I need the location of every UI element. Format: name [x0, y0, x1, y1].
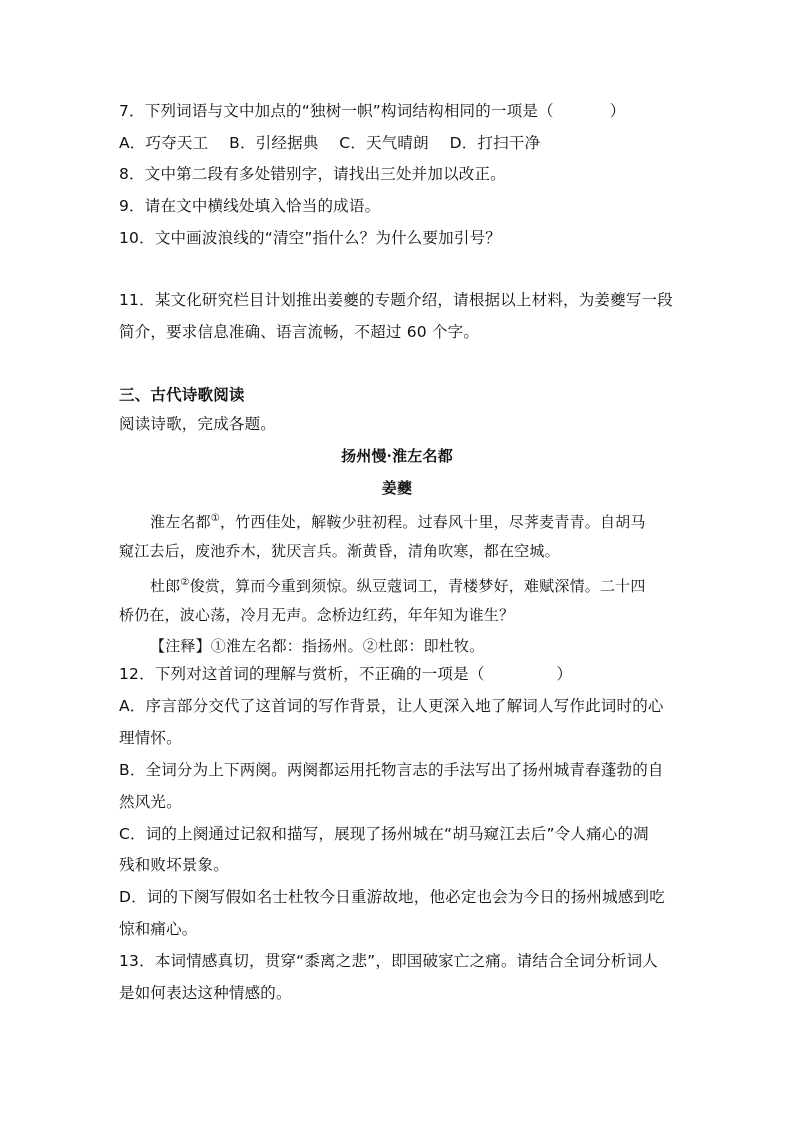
question-12-option-b-line-1: B．全词分为上下两阕。两阕都运用托物言志的手法写出了扬州城青春蓬勃的自 — [119, 761, 664, 779]
poem-stanza-2-line-2: 桥仍在，波心荡，冷月无声。念桥边红药，年年知为谁生？ — [119, 606, 515, 624]
footnote-marker: ② — [180, 577, 190, 588]
question-12-option-d-line-1: D．词的下阕写假如名士杜牧今日重游故地，他必定也会为今日的扬州城感到吃 — [119, 888, 665, 906]
question-12-option-d-line-2: 惊和痛心。 — [119, 920, 198, 938]
poem-author: 姜夔 — [381, 479, 413, 497]
poem-stanza-1-line-1 — [150, 509, 646, 532]
question-13-line-2: 是如何表达这种情感的。 — [119, 984, 292, 1002]
question-12-option-b-line-2: 然风光。 — [119, 793, 182, 811]
question-10: 10．文中画波浪线的“清空”指什么？为什么要加引号？ — [119, 229, 501, 247]
poem-stanza-1-line-2: 窥江去后，废池乔木，犹厌言兵。渐黄昏，清角吹寒，都在空城。 — [119, 542, 560, 560]
section-3-instruction: 阅读诗歌，完成各题。 — [119, 415, 277, 433]
question-9: 9．请在文中横线处填入恰当的成语。 — [119, 197, 381, 215]
question-7-stem — [119, 101, 625, 121]
question-12-option-c-line-1: C．词的上阕通过记叙和描写，展现了扬州城在“胡马窥江去后”令人痛心的凋 — [119, 825, 649, 843]
question-11-line-1: 11．某文化研究栏目计划推出姜夔的专题介绍，请根据以上材料，为姜夔写一段 — [119, 291, 673, 309]
question-12-option-a-line-1: A．序言部分交代了这首词的写作背景，让人更深入地了解词人写作此词时的心 — [119, 697, 664, 715]
poem-text: 杜郎 — [150, 577, 181, 595]
question-7-options: A．巧夺天工 B．引经据典 C．天气晴朗 D．打扫干净 — [119, 134, 541, 152]
question-12-option-c-line-2: 残和败坏景象。 — [119, 856, 229, 874]
poem-text: ，竹西佳处，解鞍少驻初程。过春风十里，尽荠麦青青。自胡马 — [219, 513, 646, 531]
poem-text: 淮左名都 — [150, 513, 211, 531]
question-7-text: 7．下列词语与文中加点的“独树一帜”构词结构相同的一项是（ — [119, 102, 554, 120]
question-11-line-2: 简介，要求信息准确、语言流畅，不超过 60 个字。 — [119, 323, 480, 341]
question-13-line-1: 13．本词情感真切，贯穿“黍离之悲”，即国破家亡之痛。请结合全词分析词人 — [119, 952, 658, 970]
question-7-close-paren: ） — [609, 102, 626, 120]
poem-title: 扬州慢·淮左名都 — [341, 447, 453, 465]
question-12-option-a-line-2: 理情怀。 — [119, 729, 182, 747]
question-8: 8．文中第二段有多处错别字，请找出三处并加以改正。 — [119, 165, 506, 183]
section-3-heading: 三、古代诗歌阅读 — [119, 386, 245, 404]
poem-stanza-2-line-1 — [150, 573, 646, 596]
question-12-text: 12．下列对这首词的理解与赏析，不正确的一项是（ — [119, 665, 485, 683]
poem-annotation: 【注释】①淮左名都：指扬州。②杜郎：即杜牧。 — [150, 637, 485, 655]
poem-text: 俊赏，算而今重到须惊。纵豆蔻词工，青楼梦好，难赋深情。二十四 — [189, 577, 646, 595]
footnote-marker: ① — [210, 513, 220, 524]
question-12-close-paren: ） — [556, 665, 573, 683]
question-12-stem — [119, 664, 572, 684]
